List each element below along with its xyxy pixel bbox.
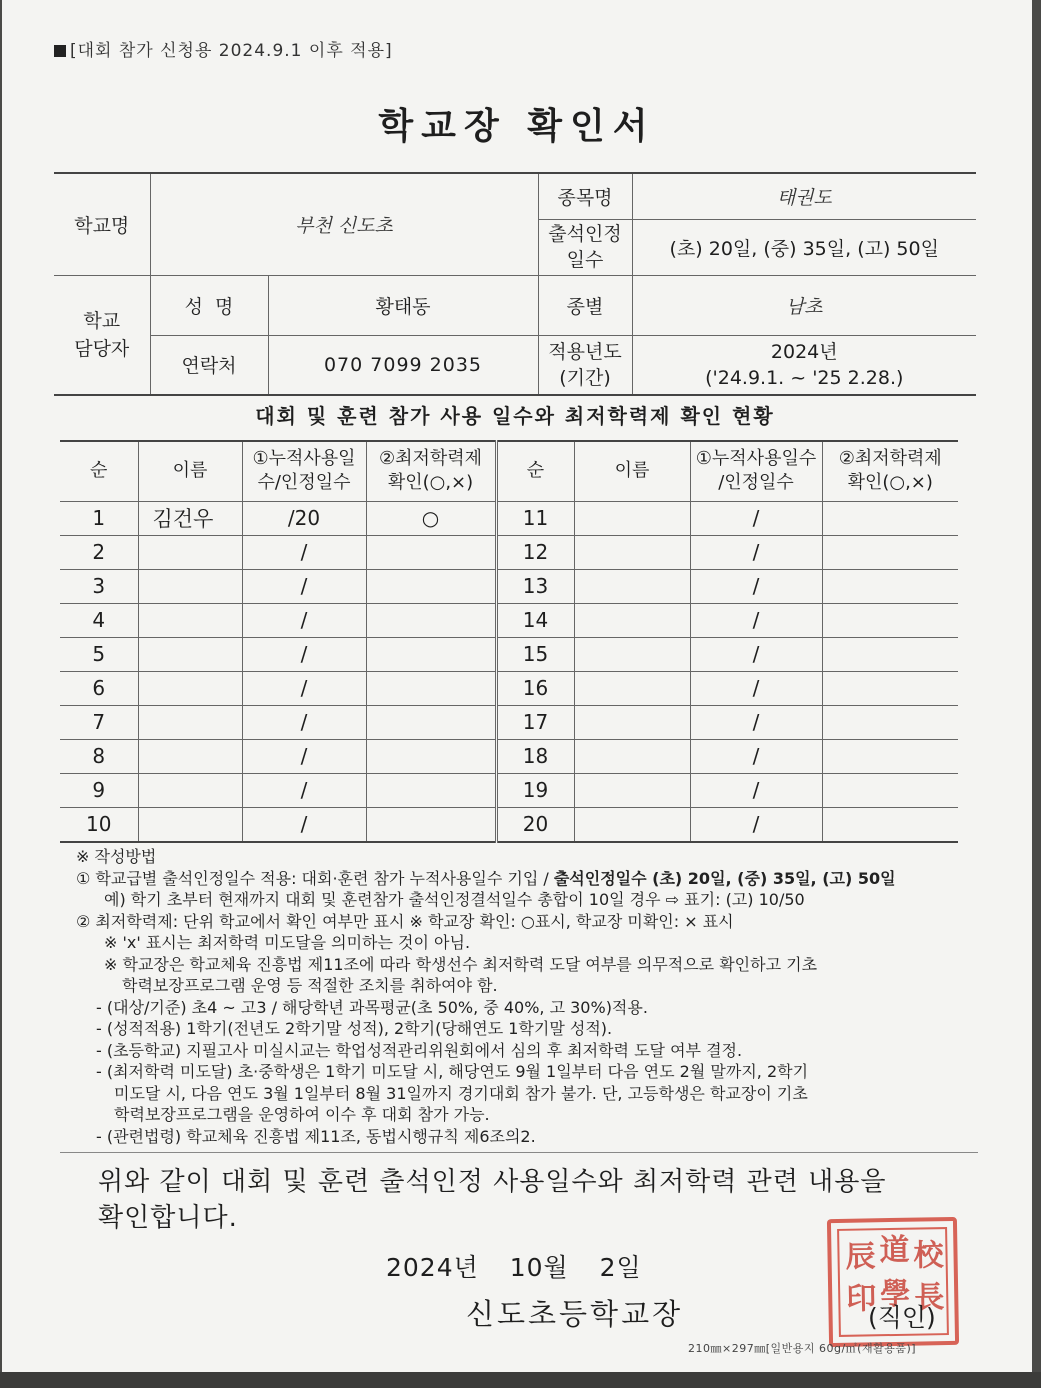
used-days: /	[242, 535, 366, 569]
student-name	[138, 739, 242, 773]
document-page	[2, 0, 1032, 1372]
min-academic-check: ○	[366, 501, 496, 535]
table-row	[60, 569, 958, 603]
note-4b: 학력보장프로그램 운영 등 적절한 조치를 취하여야 함.	[122, 976, 498, 995]
used-days: /	[242, 637, 366, 671]
contact-value: 070 7099 2035	[268, 335, 538, 395]
name-value: 황태동	[268, 275, 538, 335]
used-days: /	[242, 569, 366, 603]
year-cell	[632, 335, 976, 395]
min-academic-check	[366, 705, 496, 739]
row-number: 20	[496, 807, 574, 842]
min-academic-check	[366, 569, 496, 603]
used-days: /	[690, 807, 822, 842]
year-value: 2024년	[770, 340, 838, 363]
attendance-value: (초) 20일, (중) 35일, (고) 50일	[632, 219, 976, 275]
min-academic-check	[822, 705, 958, 739]
instructions	[76, 846, 956, 1147]
paper-spec-footer: 210㎜×297㎜[일반용지 60g/㎡(재활용품)]	[688, 1342, 917, 1355]
row-number: 9	[60, 773, 138, 807]
note-1	[76, 868, 956, 890]
detail-4c: 학력보장프로그램을 운영하여 이수 후 대회 참가 가능.	[114, 1105, 490, 1124]
row-number: 13	[496, 569, 574, 603]
header-min-academic: ②최저학력제 확인(○,×)	[366, 441, 496, 501]
used-days: /	[242, 671, 366, 705]
min-academic-check	[366, 603, 496, 637]
min-academic-check	[822, 807, 958, 842]
seal-label: (직인)	[868, 1303, 936, 1332]
min-academic-check	[822, 671, 958, 705]
row-number: 8	[60, 739, 138, 773]
used-days: /	[690, 569, 822, 603]
student-name	[574, 739, 690, 773]
note-3: ※ 'x' 표시는 최저학력 미도달을 의미하는 것이 아님.	[104, 933, 471, 952]
row-number: 4	[60, 603, 138, 637]
manager-label: 학교 담당자	[54, 275, 150, 395]
note-2: ② 최저학력제: 단위 학교에서 확인 여부만 표시 ※ 학교장 확인: ○표시, 학교장 미확인: × 표시	[76, 911, 734, 931]
confirmation-line-2: 확인합니다.	[98, 1203, 238, 1233]
min-academic-check	[822, 501, 958, 535]
row-number: 7	[60, 705, 138, 739]
square-bullet-icon	[54, 45, 66, 57]
header-min-academic-2: ②최저학력제 확인(○,×)	[822, 441, 958, 501]
header-note	[54, 36, 393, 61]
student-name: 김건우	[138, 501, 242, 535]
table-row	[60, 705, 958, 739]
min-academic-check	[822, 739, 958, 773]
used-days: /	[242, 603, 366, 637]
student-name	[574, 705, 690, 739]
detail-3: - (초등학교) 지필고사 미실시교는 학업성적관리위원회에서 심의 후 최저학력 도달 여부 결정.	[96, 1040, 743, 1060]
row-number: 5	[60, 637, 138, 671]
row-number: 15	[496, 637, 574, 671]
student-name	[138, 807, 242, 842]
contact-label: 연락처	[150, 335, 268, 395]
detail-4a: - (최저학력 미도달) 초·중학생은 1학기 미도달 시, 해당연도 9월 1일부터 다음 연도 2월 말까지, 2학기	[96, 1062, 809, 1081]
issue-date	[386, 1248, 664, 1284]
min-academic-check	[822, 535, 958, 569]
confirmation-line-1: 위와 같이 대회 및 훈련 출석인정 사용일수와 최저학력 관련 내용을	[98, 1167, 887, 1197]
student-name	[574, 773, 690, 807]
seal-glyph: 校	[913, 1238, 944, 1274]
header-days: ①누적사용일 수/인정일수	[242, 441, 366, 501]
header-note-text: [대회 참가 신청용 2024.9.1 이후 적용]	[70, 41, 393, 61]
table-row	[60, 535, 958, 569]
used-days: /	[690, 671, 822, 705]
background-edge	[0, 1372, 1041, 1388]
row-number: 10	[60, 807, 138, 842]
info-table	[54, 172, 976, 396]
detail-1: - (대상/기준) 초4 ~ 고3 / 해당학년 과목평균(초 50%, 중 40%, 고 30%)적용.	[96, 997, 648, 1017]
signer-name: 신도초등학교장	[466, 1297, 684, 1331]
seal-glyph: 長	[913, 1280, 945, 1316]
table-row	[60, 739, 958, 773]
period-value: ('24.9.1. ~ '25 2.28.)	[705, 366, 904, 389]
used-days: /	[690, 705, 822, 739]
note-4a: ※ 학교장은 학교체육 진흥법 제11조에 따라 학생선수 최저학력 도달 여부를 의무적으로 확인하고 기초	[104, 954, 818, 974]
detail-5: - (관련법령) 학교체육 진흥법 제11조, 동법시행규칙 제6조의2.	[96, 1126, 536, 1146]
min-academic-check	[366, 671, 496, 705]
student-name	[138, 569, 242, 603]
row-number: 3	[60, 569, 138, 603]
used-days: /	[242, 773, 366, 807]
used-days: /	[690, 501, 822, 535]
section-title: 대회 및 훈련 참가 사용 일수와 최저학력제 확인 현황	[255, 404, 775, 428]
min-academic-check	[822, 569, 958, 603]
student-name	[138, 535, 242, 569]
row-number: 19	[496, 773, 574, 807]
attendance-label: 출석인정 일수	[538, 219, 632, 275]
student-name	[138, 603, 242, 637]
row-number: 17	[496, 705, 574, 739]
school-label: 학교명	[54, 173, 150, 275]
sport-value: 태권도	[632, 173, 976, 219]
used-days: /	[690, 535, 822, 569]
student-name	[574, 535, 690, 569]
note-1-bold: 출석인정일수 (초) 20일, (중) 35일, (고) 50일	[553, 868, 896, 888]
divider	[60, 1152, 978, 1153]
date-year: 2024년	[386, 1253, 479, 1282]
seal-glyph: 道	[879, 1232, 910, 1269]
row-number: 18	[496, 739, 574, 773]
sport-label: 종목명	[538, 173, 632, 219]
used-days: /	[242, 705, 366, 739]
min-academic-check	[366, 535, 496, 569]
seal-glyph: 辰	[845, 1239, 876, 1275]
used-days: /	[690, 603, 822, 637]
detail-4b: 미도달 시, 다음 연도 3월 1일부터 8월 31일까지 경기대회 참가 불가. 단, 고등학생은 학교장이 기초	[114, 1083, 808, 1103]
row-number: 12	[496, 535, 574, 569]
seal-glyph: 學	[879, 1276, 911, 1313]
used-days: /	[690, 739, 822, 773]
student-name	[574, 671, 690, 705]
row-number: 11	[496, 501, 574, 535]
table-row	[60, 773, 958, 807]
category-value: 남초	[632, 275, 976, 335]
student-name	[574, 501, 690, 535]
student-name	[138, 671, 242, 705]
row-number: 6	[60, 671, 138, 705]
student-name	[138, 773, 242, 807]
used-days: /	[690, 773, 822, 807]
student-name	[574, 637, 690, 671]
school-value: 부천 신도초	[150, 173, 538, 275]
seal-glyph: 印	[845, 1281, 877, 1317]
used-days: /	[242, 807, 366, 842]
note-1-example: 예) 학기 초부터 현재까지 대회 및 훈련참가 출석인정결석일수 총합이 10일 경우 ⇨ 표기: (고) 10/50	[104, 890, 805, 909]
row-number: 2	[60, 535, 138, 569]
header-name: 이름	[138, 441, 242, 501]
date-month: 10월	[509, 1253, 569, 1282]
header-no-2: 순	[496, 441, 574, 501]
min-academic-check	[366, 807, 496, 842]
header-days-2: ①누적사용일수 /인정일수	[690, 441, 822, 501]
notes-heading: ※ 작성방법	[76, 847, 157, 866]
table-row	[60, 501, 958, 535]
table-row	[60, 807, 958, 842]
date-day: 2일	[599, 1253, 642, 1282]
year-label: 적용년도 (기간)	[538, 335, 632, 395]
detail-2: - (성적적용) 1학기(전년도 2학기말 성적), 2학기(당해연도 1학기말 성적).	[96, 1019, 613, 1038]
roster-header-row	[60, 441, 958, 501]
category-label: 종별	[538, 275, 632, 335]
student-name	[138, 637, 242, 671]
name-label: 성 명	[150, 275, 268, 335]
table-row	[60, 637, 958, 671]
student-name	[574, 807, 690, 842]
table-row	[60, 671, 958, 705]
roster-table	[60, 440, 958, 843]
used-days: /	[690, 637, 822, 671]
student-name	[574, 603, 690, 637]
min-academic-check	[366, 637, 496, 671]
used-days: /	[242, 739, 366, 773]
header-name-2: 이름	[574, 441, 690, 501]
min-academic-check	[822, 603, 958, 637]
table-row	[60, 603, 958, 637]
used-days: /20	[242, 501, 366, 535]
student-name	[574, 569, 690, 603]
min-academic-check	[366, 773, 496, 807]
student-name	[138, 705, 242, 739]
row-number: 14	[496, 603, 574, 637]
row-number: 16	[496, 671, 574, 705]
row-number: 1	[60, 501, 138, 535]
page-title: 학교장 확인서	[378, 106, 656, 147]
min-academic-check	[366, 739, 496, 773]
min-academic-check	[822, 637, 958, 671]
min-academic-check	[822, 773, 958, 807]
note-1-text: ① 학교급별 출석인정일수 적용: 대회·훈련 참가 누적사용일수 기입 /	[76, 868, 554, 888]
header-no: 순	[60, 441, 138, 501]
